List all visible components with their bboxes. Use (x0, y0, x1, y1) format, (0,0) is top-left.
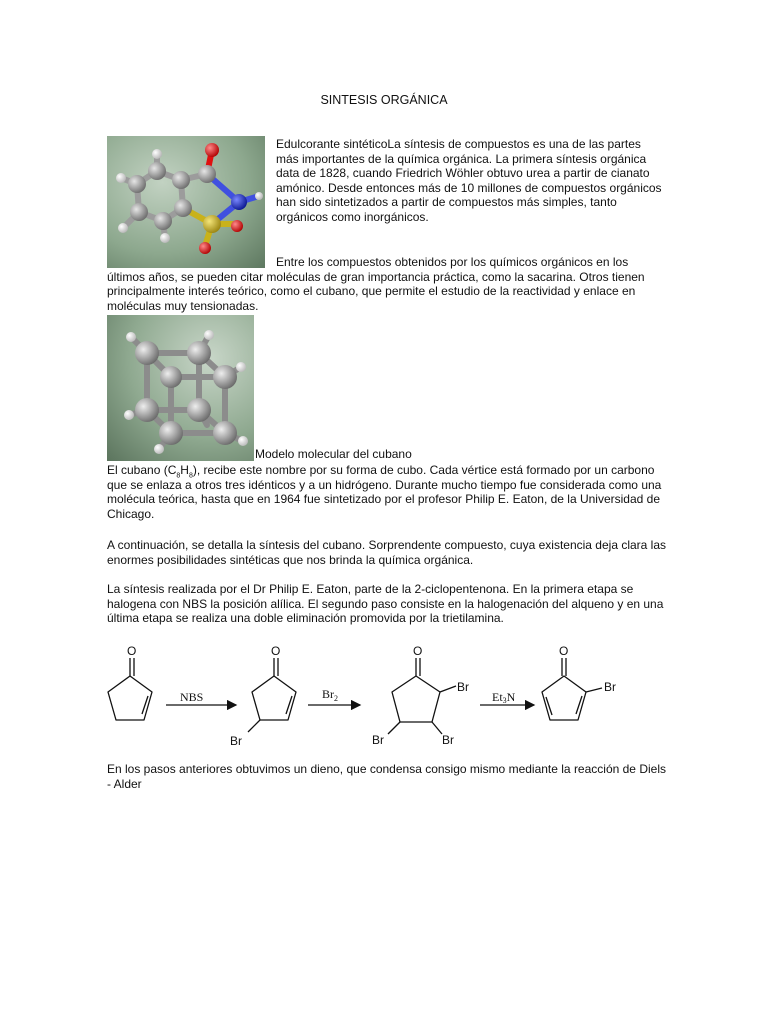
diels-alder-paragraph: En los pasos anteriores obtuvimos un dieno, que condensa consigo mismo mediante la reacción de Diels - Alder (107, 762, 666, 791)
oxygen-label-1: O (127, 644, 137, 658)
formula-subscript-h: 8 (188, 472, 193, 480)
cyclopentenone-structure (108, 658, 152, 720)
bromine-label-2: Br (457, 680, 469, 694)
reaction-scheme (100, 640, 660, 752)
oxygen-label-4: O (559, 644, 569, 658)
cubane-model-image (107, 315, 254, 461)
cubane-text-start: El cubano (C (107, 463, 177, 477)
cubane-paragraph (107, 463, 667, 521)
tribromocyclopentanone-structure (388, 658, 456, 734)
compounds-paragraph (107, 255, 667, 313)
compounds-paragraph-text: Entre los compuestos obtenidos por los químicos orgánicos en los últimos años, se pueden citar moléculas de gran importancia práctica, como la sacarina. Otros tienen principalmente interés teórico, como el cubano, que permite el estudio de la reactividad y enlace en moléculas muy tensionadas. (107, 255, 645, 313)
reagent-et3n: Et3N (492, 690, 516, 705)
cubane-text-end: ), recibe este nombre por su forma de cubo. Cada vértice está formado por un carbono que se enlaza a otros tres idénticos y a un hidrógeno. Durante mucho tiempo fue considerada como una molécula teórica, hasta que en 1964 fue sintetizado por el profesor Philip E. Eaton, de la Universidad de Chicago. (107, 463, 662, 521)
eaton-synthesis-paragraph: La síntesis realizada por el Dr Philip E. Eaton, parte de la 2-ciclopentenona. En la primera etapa se halogena con NBS la posición alílica. El segundo paso consiste en la halogenación del alqueno y en una última etapa se realiza una doble eliminación promovida por la trietilamina. (107, 582, 664, 626)
bromine-label-1: Br (230, 734, 242, 748)
bromocyclopentenone-structure (248, 658, 296, 732)
formula-subscript-c: 8 (176, 472, 181, 480)
bromocyclopentadienone-structure (542, 658, 602, 720)
bromine-label-5: Br (604, 680, 616, 694)
oxygen-label-2: O (271, 644, 281, 658)
formula-h: H (180, 463, 189, 477)
reagent-nbs: NBS (180, 690, 204, 704)
bromine-label-4: Br (442, 733, 454, 747)
page-title: SINTESIS ORGÁNICA (320, 93, 448, 107)
synthesis-intro-paragraph: A continuación, se detalla la síntesis del cubano. Sorprendente compuesto, cuya existencia deja clara las enormes posibilidades sintéticas que nos brinda la química orgánica. (107, 538, 667, 567)
bromine-label-3: Br (372, 733, 384, 747)
saccharin-model-image (107, 136, 265, 268)
cubane-caption: Modelo molecular del cubano (255, 447, 412, 461)
intro-paragraph: Edulcorante sintéticoLa síntesis de compuestos es una de las partes más importantes de la química orgánica. La primera síntesis orgánica data de 1828, cuando Friedrich Wöhler obtuvo urea a partir de cianato amónico. Desde entonces más de 10 millones de compuestos orgánicos han sido sintetizados a partir de compuestos más simples, tanto orgánicos como inorgánicos. (276, 137, 662, 224)
oxygen-label-3: O (413, 644, 423, 658)
reagent-br2: $Br_2$ (322, 687, 338, 703)
